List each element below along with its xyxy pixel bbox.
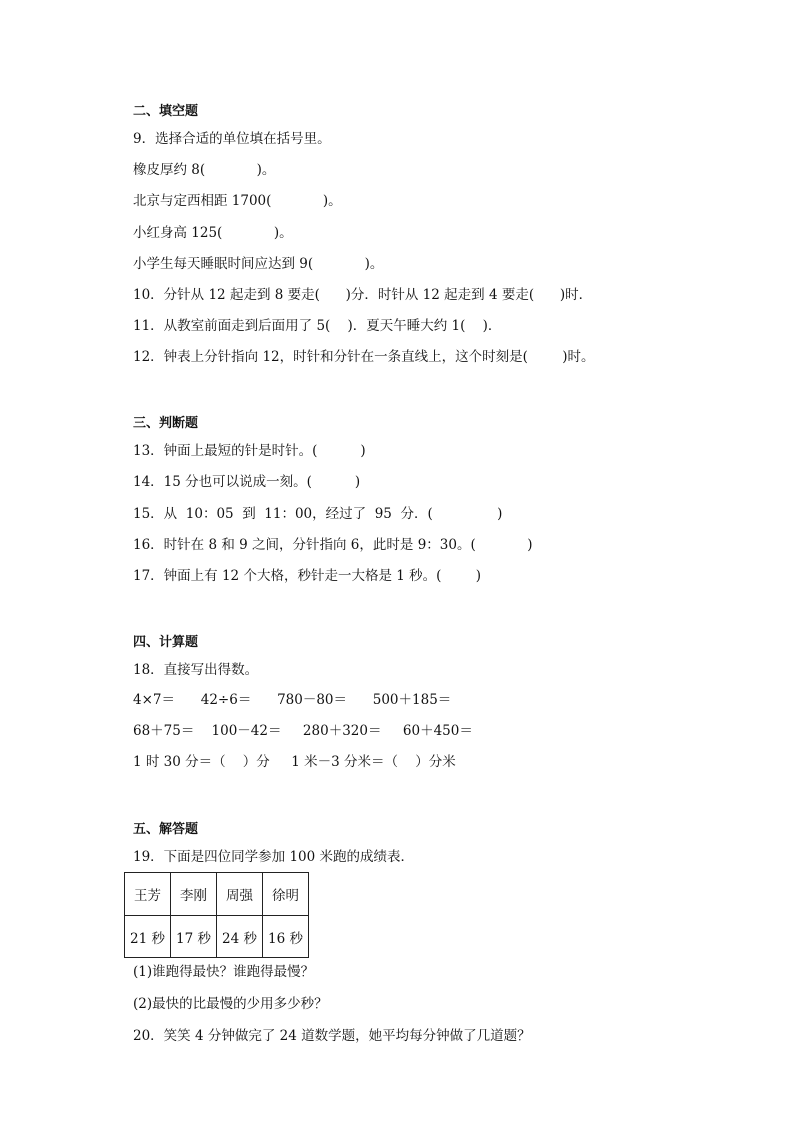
table-row <box>125 873 309 916</box>
question-9-c: 小红身高 125( )。 <box>133 225 293 241</box>
question-10: 10．分针从 12 起走到 8 要走( )分．时针从 12 起走到 4 要走( )时． <box>133 287 593 303</box>
question-17: 17．钟面上有 12 个大格，秒针走一大格是 1 秒。( ) <box>133 568 481 584</box>
section-2-heading: 二、填空题 <box>133 104 199 119</box>
table-cell-name: 王芳 <box>125 873 171 916</box>
table-cell-time: 16 秒 <box>263 916 309 958</box>
question-9: 9．选择合适的单位填在括号里。 <box>133 131 331 147</box>
table-cell-name: 李刚 <box>171 873 217 916</box>
section-3-heading: 三、判断题 <box>133 416 199 431</box>
table-cell-time: 21 秒 <box>125 916 171 958</box>
calc-row-2: 68＋75＝ 100－42＝ 280＋320＝ 60＋450＝ <box>133 723 473 739</box>
results-table <box>124 872 309 958</box>
table-cell-name: 周强 <box>217 873 263 916</box>
question-18: 18．直接写出得数。 <box>133 662 259 678</box>
section-5-heading: 五、解答题 <box>133 822 199 837</box>
question-19: 19．下面是四位同学参加 100 米跑的成绩表． <box>133 849 415 865</box>
question-16: 16．时针在 8 和 9 之间，分针指向 6，此时是 9：30。( ) <box>133 537 533 553</box>
question-13: 13．钟面上最短的针是时针。( ) <box>133 443 366 459</box>
calc-row-3: 1 时 30 分＝（ ）分 1 米－3 分米＝（ ）分米 <box>133 754 456 770</box>
question-9-b: 北京与定西相距 1700( )。 <box>133 193 342 209</box>
question-19-part-2: (2)最快的比最慢的少用多少秒？ <box>133 996 328 1012</box>
table-row <box>125 916 309 958</box>
question-9-d: 小学生每天睡眠时间应达到 9( )。 <box>133 256 384 272</box>
question-20: 20．笑笑 4 分钟做完了 24 道数学题，她平均每分钟做了几道题？ <box>133 1028 531 1044</box>
question-15: 15．从 10：05 到 11：00，经过了 95 分．( ) <box>133 506 503 522</box>
calc-row-1: 4×7＝ 42÷6＝ 780－80＝ 500＋185＝ <box>133 692 452 708</box>
question-11: 11．从教室前面走到后面用了 5( )．夏天午睡大约 1( )． <box>133 318 502 334</box>
table-cell-name: 徐明 <box>263 873 309 916</box>
question-9-a: 橡皮厚约 8( )。 <box>133 162 276 178</box>
section-4-heading: 四、计算题 <box>133 635 199 650</box>
table-cell-time: 17 秒 <box>171 916 217 958</box>
question-12: 12．钟表上分针指向 12，时针和分针在一条直线上，这个时刻是( )时。 <box>133 349 595 365</box>
table-cell-time: 24 秒 <box>217 916 263 958</box>
question-19-part-1: (1)谁跑得最快？谁跑得最慢？ <box>133 964 315 980</box>
question-14: 14．15 分也可以说成一刻。( ) <box>133 474 361 490</box>
